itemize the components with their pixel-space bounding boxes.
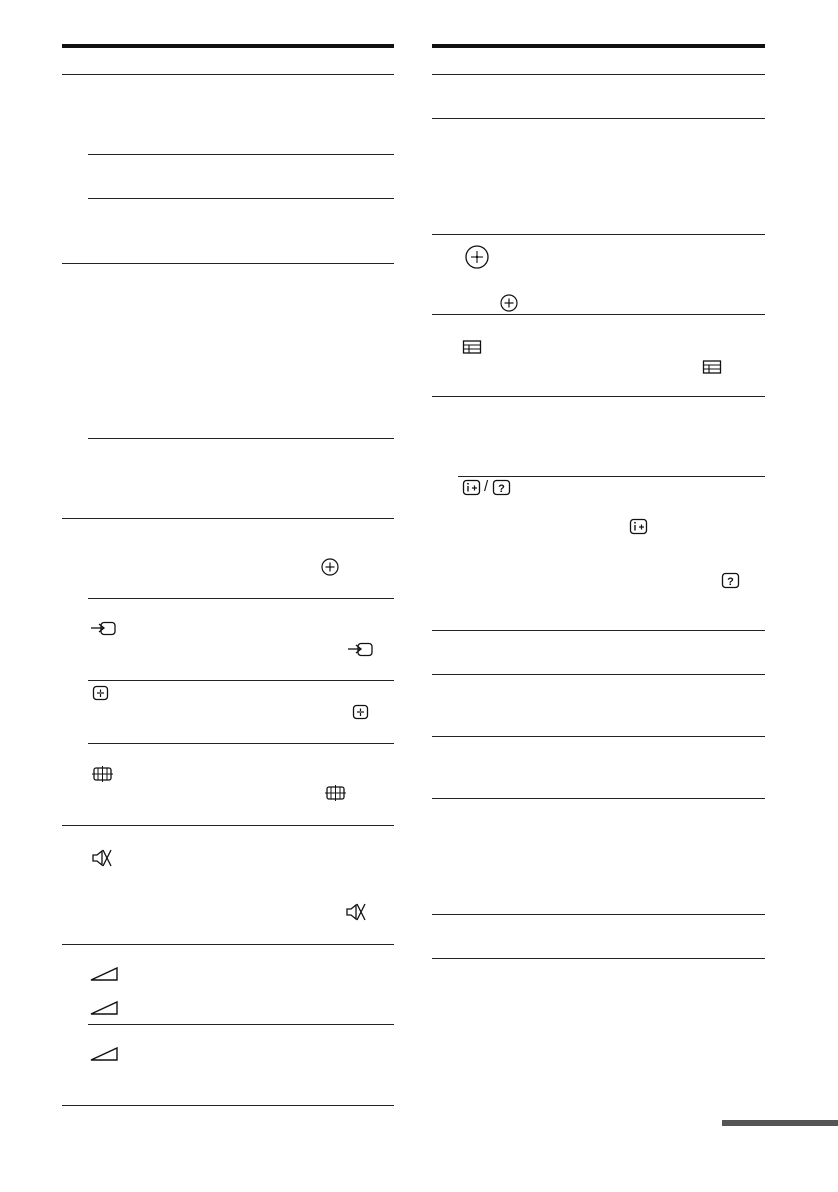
table-divider (432, 736, 765, 737)
table-divider (62, 944, 394, 945)
table-divider (88, 438, 394, 439)
table-divider (88, 198, 394, 199)
right-header-rule (432, 44, 765, 48)
svg-text:?: ? (498, 483, 505, 495)
plus-circle-icon (499, 293, 519, 313)
tv-text-icon (352, 704, 370, 722)
table-divider (62, 518, 394, 519)
table-divider (432, 314, 765, 315)
table-divider (432, 396, 765, 397)
help-question-icon (721, 572, 741, 590)
tv-text-icon (92, 685, 110, 703)
help-question-icon (492, 479, 512, 497)
info-plus-icon (629, 518, 649, 536)
table-divider (458, 476, 765, 477)
table-divider (432, 674, 765, 675)
table-divider (62, 825, 394, 826)
plus-circle-icon (320, 557, 340, 577)
continued-bar (722, 1120, 838, 1126)
table-divider (62, 1105, 394, 1106)
table-icon (462, 339, 482, 355)
mute-icon (345, 902, 367, 922)
table-divider (88, 154, 394, 155)
input-select-icon (90, 621, 120, 639)
table-divider (432, 798, 765, 799)
table-divider (88, 1024, 394, 1025)
table-divider (432, 118, 765, 119)
table-divider (432, 914, 765, 915)
wide-mode-icon (325, 785, 347, 801)
left-header-rule (62, 44, 394, 48)
volume-wedge-icon (89, 1000, 119, 1016)
table-divider (88, 743, 394, 744)
wide-mode-icon (92, 766, 114, 782)
volume-wedge-icon (89, 966, 119, 982)
table-divider (432, 630, 765, 631)
table-divider (432, 234, 765, 235)
table-divider (88, 680, 394, 681)
table-icon (702, 359, 722, 375)
table-divider (88, 598, 394, 599)
icon-separator: / (484, 478, 489, 495)
table-divider (432, 958, 765, 959)
table-divider (62, 263, 394, 264)
table-divider (432, 74, 765, 75)
table-divider (62, 74, 394, 75)
mute-icon (91, 848, 113, 868)
svg-text:?: ? (727, 576, 734, 588)
crosshair-circle-icon (464, 244, 490, 270)
info-plus-icon (462, 479, 482, 497)
input-select-icon (347, 642, 377, 660)
volume-wedge-icon (89, 1046, 119, 1062)
